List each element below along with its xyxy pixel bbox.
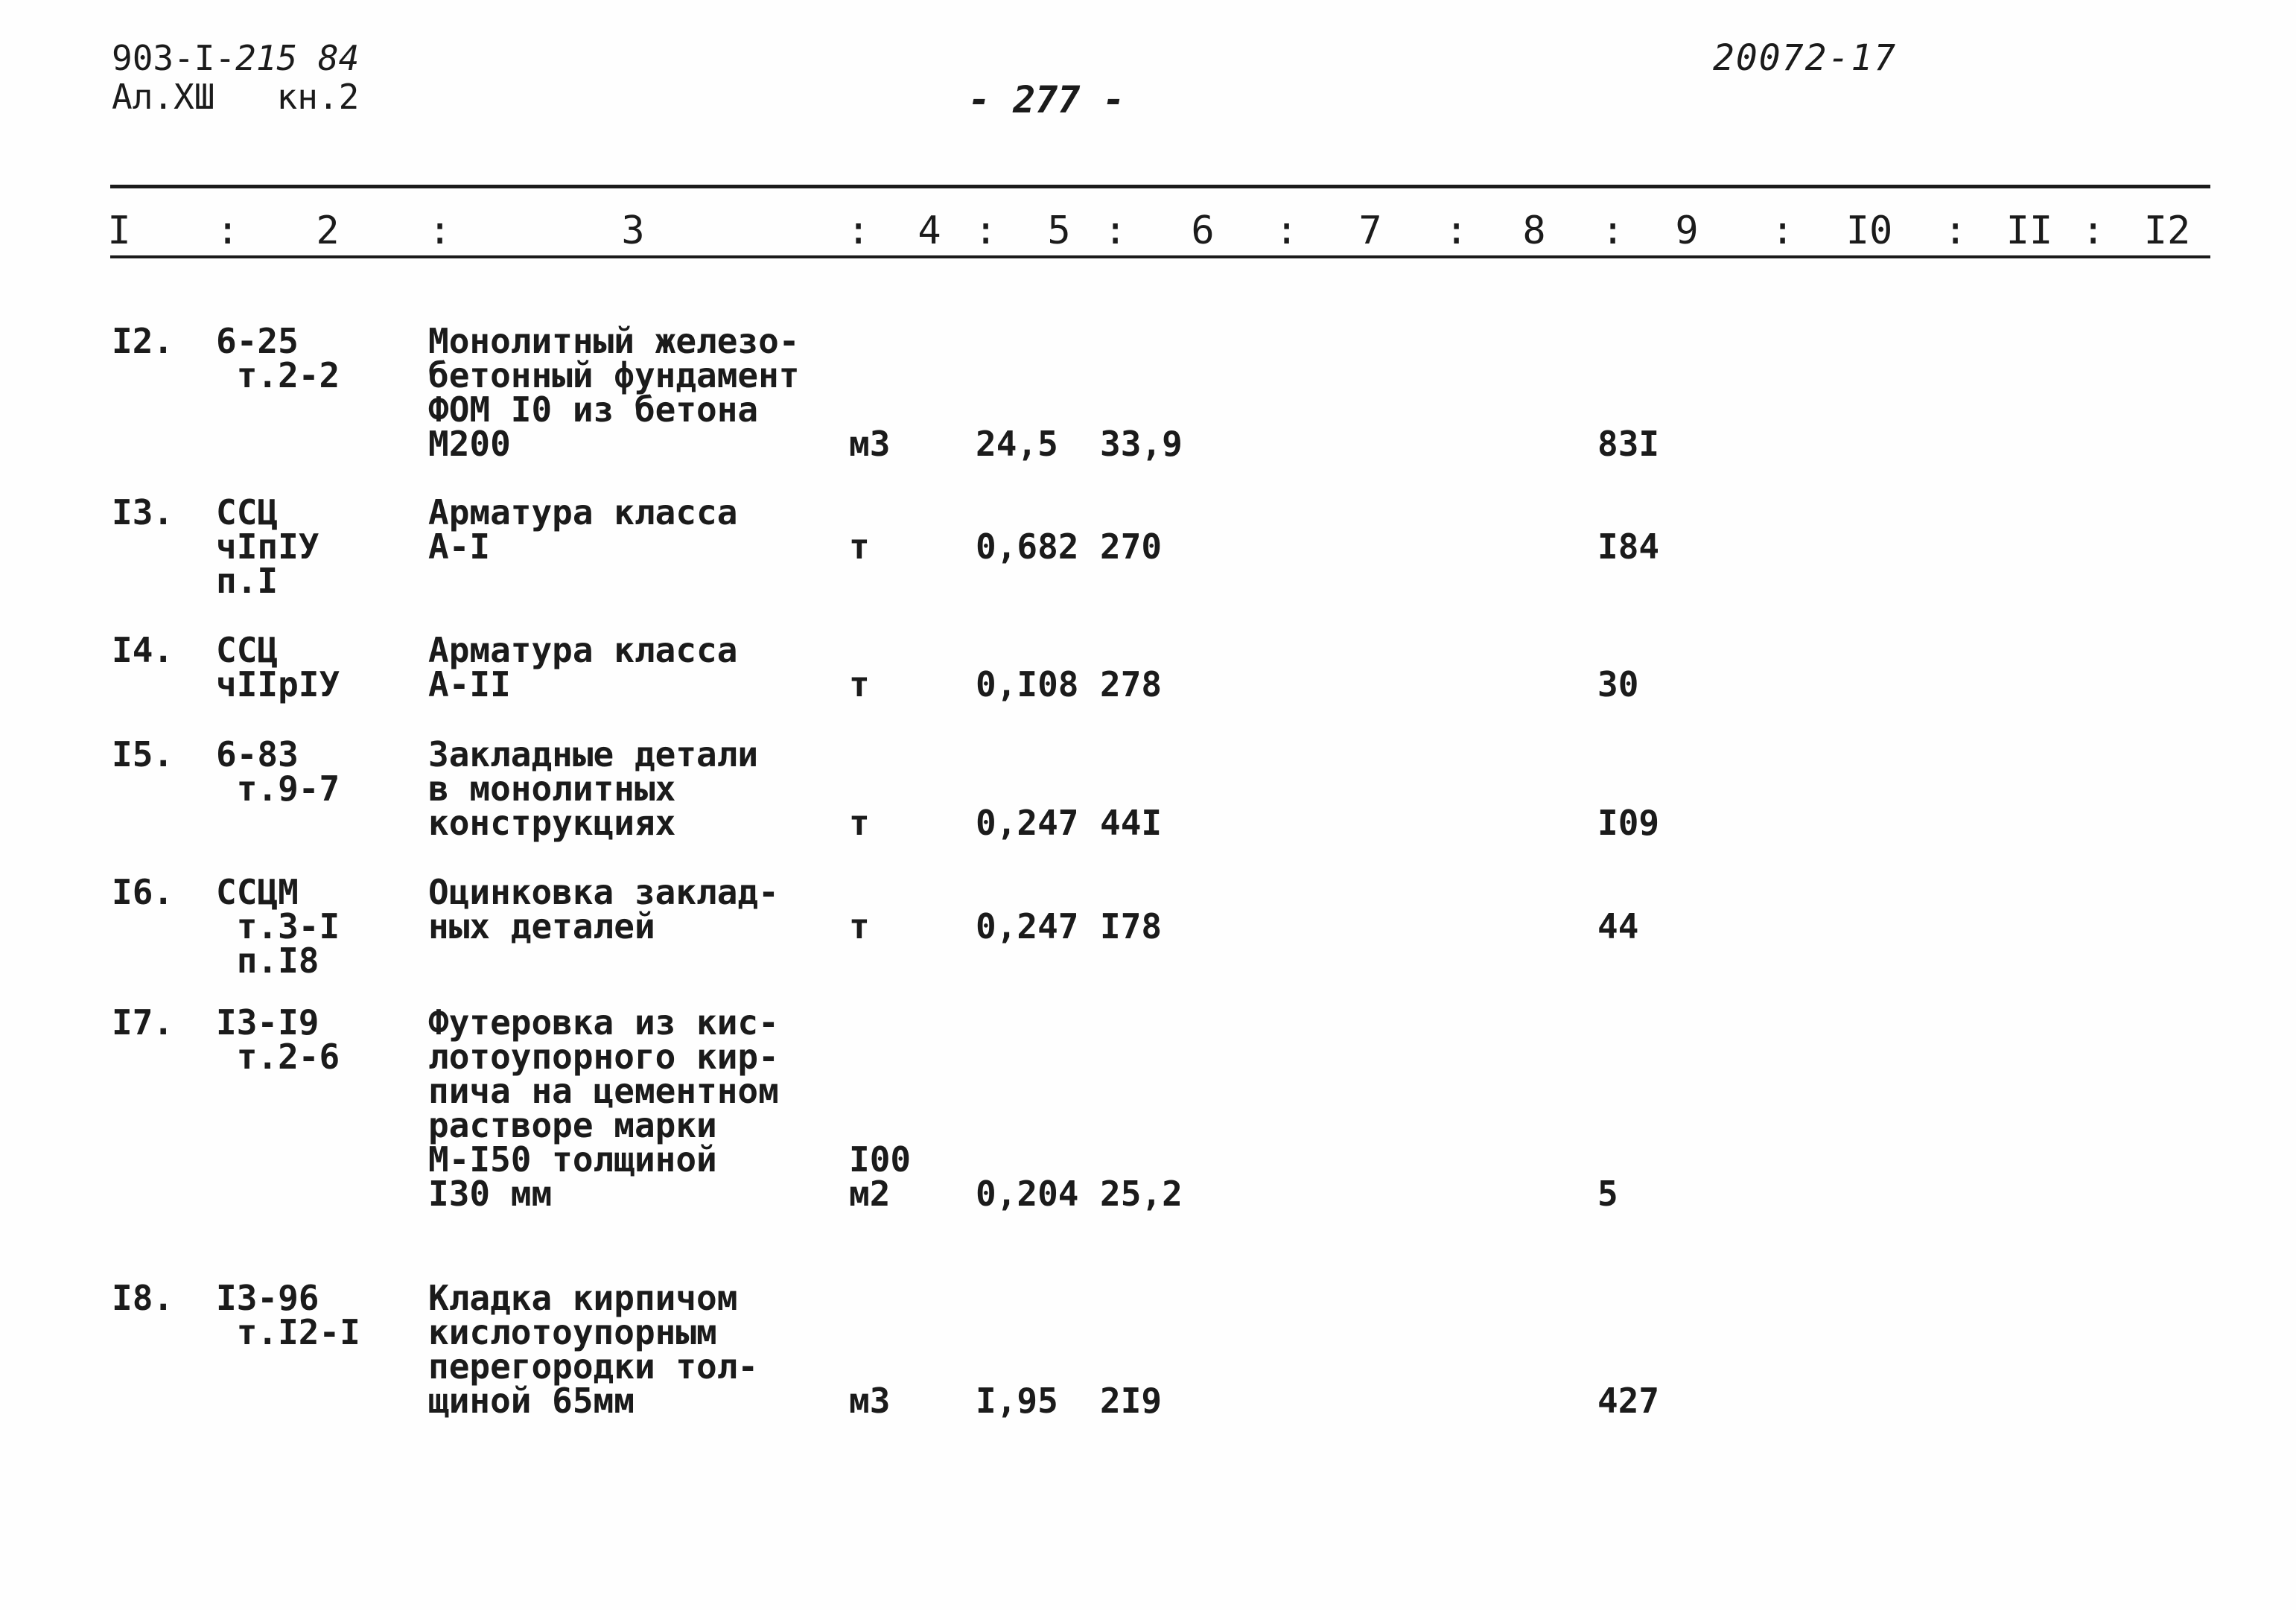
item-quantity: I,95 — [976, 1381, 1058, 1421]
item-quantity: 0,682 — [976, 526, 1079, 567]
column-separator: : — [2082, 209, 2105, 253]
row-number: I6. — [112, 872, 174, 912]
page-number: - 277 - — [968, 78, 1125, 121]
item-code: ССЦМ т.3-I п.I8 — [216, 872, 340, 981]
item-code: ССЦ чIпIУ п.I — [216, 492, 319, 601]
column-number: I0 — [1845, 209, 1893, 253]
item-total: I09 — [1597, 803, 1660, 843]
column-separator: : — [974, 209, 998, 253]
column-number: I — [107, 209, 131, 253]
item-total: 83I — [1597, 424, 1660, 464]
column-separator: : — [216, 209, 240, 253]
item-unit-price: 2I9 — [1100, 1381, 1163, 1421]
document-code-handwritten: 215 84 — [235, 38, 360, 78]
column-separator: : — [1771, 209, 1795, 253]
sheet-code: 20072-17 — [1713, 37, 1898, 79]
item-quantity: 0,247 — [976, 803, 1079, 843]
column-number: 5 — [1047, 209, 1071, 253]
column-number: 6 — [1191, 209, 1215, 253]
item-total: I84 — [1597, 526, 1660, 567]
item-name: Монолитный железо- бетонный фундамент ФОМ I0 из бетона М200 — [428, 321, 800, 464]
column-number: 8 — [1522, 209, 1546, 253]
column-separator: : — [1104, 209, 1128, 253]
item-unit-price: 270 — [1100, 526, 1163, 567]
table-header-rule — [110, 255, 2210, 258]
item-name: Кладка кирпичом кислотоупорным перегородки тол- щиной 65мм — [428, 1278, 759, 1421]
column-number: I2 — [2143, 209, 2191, 253]
item-unit-price: 25,2 — [1100, 1174, 1183, 1214]
column-number: 2 — [316, 209, 340, 253]
item-name: Оцинковка заклад- ных деталей — [428, 872, 779, 946]
item-unit-price: 278 — [1100, 664, 1163, 704]
column-separator: : — [1601, 209, 1625, 253]
item-total: 427 — [1597, 1381, 1660, 1421]
item-unit-price: 44I — [1100, 803, 1163, 843]
item-unit: т — [849, 906, 870, 946]
column-separator: : — [1445, 209, 1469, 253]
column-separator: : — [1275, 209, 1299, 253]
item-name: Футеровка из кис- лотоупорного кир- пича на цементном растворе марки М-I50 толщиной I30 мм — [428, 1002, 779, 1214]
item-unit: м3 — [849, 424, 891, 464]
item-unit: т — [849, 664, 870, 704]
item-unit-price: I78 — [1100, 906, 1163, 946]
item-unit-price: 33,9 — [1100, 424, 1183, 464]
column-number: 3 — [621, 209, 645, 253]
item-quantity: 0,204 — [976, 1174, 1079, 1214]
item-total: 44 — [1597, 906, 1639, 946]
column-separator: : — [428, 209, 452, 253]
column-number: II — [2006, 209, 2053, 253]
item-quantity: 0,247 — [976, 906, 1079, 946]
item-unit: т — [849, 526, 870, 567]
column-separator: : — [847, 209, 871, 253]
document-code — [112, 39, 359, 116]
row-number: I7. — [112, 1002, 174, 1043]
row-number: I3. — [112, 492, 174, 532]
document-code-printed: 903-I- — [112, 38, 236, 78]
item-unit: м3 — [849, 1381, 891, 1421]
column-number: 4 — [918, 209, 941, 253]
item-total: 5 — [1597, 1174, 1618, 1214]
document-code-line1 — [112, 39, 359, 77]
row-number: I5. — [112, 734, 174, 774]
row-number: I2. — [112, 321, 174, 361]
item-code: 6-25 т.2-2 — [216, 321, 340, 395]
row-number: I4. — [112, 630, 174, 670]
row-number: I8. — [112, 1278, 174, 1318]
item-quantity: 0,I08 — [976, 664, 1079, 704]
item-code: I3-I9 т.2-6 — [216, 1002, 340, 1077]
item-code: ССЦ чIIрIУ — [216, 630, 340, 704]
item-code: 6-83 т.9-7 — [216, 734, 340, 809]
album-book-label: Ал.XШ кн.2 — [112, 77, 360, 117]
item-name: Арматура класса А-I — [428, 492, 738, 567]
item-name: Закладные детали в монолитных конструкциях — [428, 734, 759, 843]
column-number: 9 — [1675, 209, 1699, 253]
item-code: I3-96 т.I2-I — [216, 1278, 360, 1352]
column-separator: : — [1944, 209, 1968, 253]
item-name: Арматура класса А-II — [428, 630, 738, 704]
column-number: 7 — [1358, 209, 1382, 253]
item-quantity: 24,5 — [976, 424, 1058, 464]
item-unit: т — [849, 803, 870, 843]
item-unit: I00 м2 — [849, 1139, 912, 1214]
item-total: 30 — [1597, 664, 1639, 704]
table-top-rule — [110, 185, 2210, 188]
